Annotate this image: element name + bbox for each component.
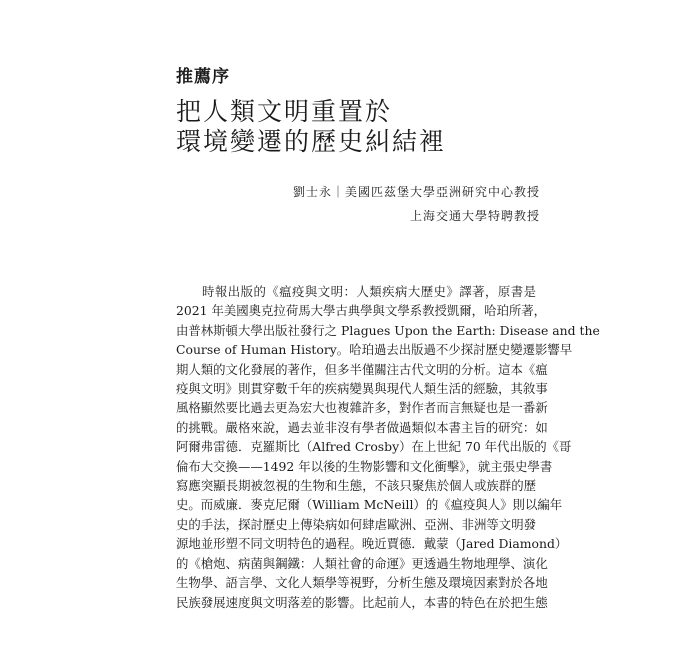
title-line-2: 環境變遷的歷史糾結裡 xyxy=(176,127,447,156)
body-line: 期人類的文化發展的著作，但多半僅關注古代文明的分析。這本《瘟 xyxy=(176,361,548,377)
body-line: 疫與文明》則貫穿數千年的疾病變異與現代人類生活的經驗，其敘事 xyxy=(176,381,548,397)
body-line: 阿爾弗雷德．克羅斯比（Alfred Crosby）在上世紀 70 年代出版的《哥 xyxy=(176,439,572,455)
body-line: 史。而威廉．麥克尼爾（William McNeill）的《瘟疫與人》則以編年 xyxy=(176,497,563,513)
body-line: 寫應突顯長期被忽視的生物和生態，不該只聚焦於個人或族群的歷 xyxy=(176,478,536,494)
body-line: 倫布大交換——1492 年以後的生物影響和文化衝擊》，就主張史學書 xyxy=(176,458,553,474)
author-affiliation-primary: 劉士永｜美國匹茲堡大學亞洲研究中心教授 xyxy=(292,185,540,199)
body-line: 2021 年美國奧克拉荷馬大學古典學與文學系教授凱爾，哈珀所著， xyxy=(176,303,547,319)
body-line: 生物學、語言學、文化人類學等視野，分析生態及環境因素對於各地 xyxy=(176,575,548,591)
section-label: 推薦序 xyxy=(176,67,230,87)
body-line: 民族發展速度與文明落差的影響。比起前人，本書的特色在於把生態 xyxy=(176,594,548,610)
body-line: Course of Human History。哈珀過去出版過不少探討歷史變遷影響早 xyxy=(176,342,573,358)
body-line: 史的手法，探討歷史上傳染病如何肆虐歐洲、亞洲、非洲等文明發 xyxy=(176,516,536,532)
body-line: 風格顯然要比過去更為宏大也複雜許多，對作者而言無疑也是一番新 xyxy=(176,400,548,416)
body-line: 源地並形塑不同文明特色的過程。晚近賈德．戴蒙（Jared Diamond） xyxy=(176,536,568,552)
body-line: 由普林斯頓大學出版社發行之 Plagues Upon the Earth: Disease and the xyxy=(176,322,600,338)
title-line-1: 把人類文明重置於 xyxy=(176,97,393,126)
body-line: 的挑戰。嚴格來說，過去並非沒有學者做過類似本書主旨的研究：如 xyxy=(176,419,548,435)
page-title xyxy=(176,97,446,157)
author-affiliation-secondary: 上海交通大學特聘教授 xyxy=(409,209,540,223)
body-text xyxy=(176,282,600,612)
body-line: 時報出版的《瘟疫與文明：人類疾病大歷史》譯著，原書是 xyxy=(202,284,536,299)
body-line: 的《槍炮、病菌與鋼鐵：人類社會的命運》更透過生物地理學、演化 xyxy=(176,555,548,571)
author-byline xyxy=(293,180,540,228)
